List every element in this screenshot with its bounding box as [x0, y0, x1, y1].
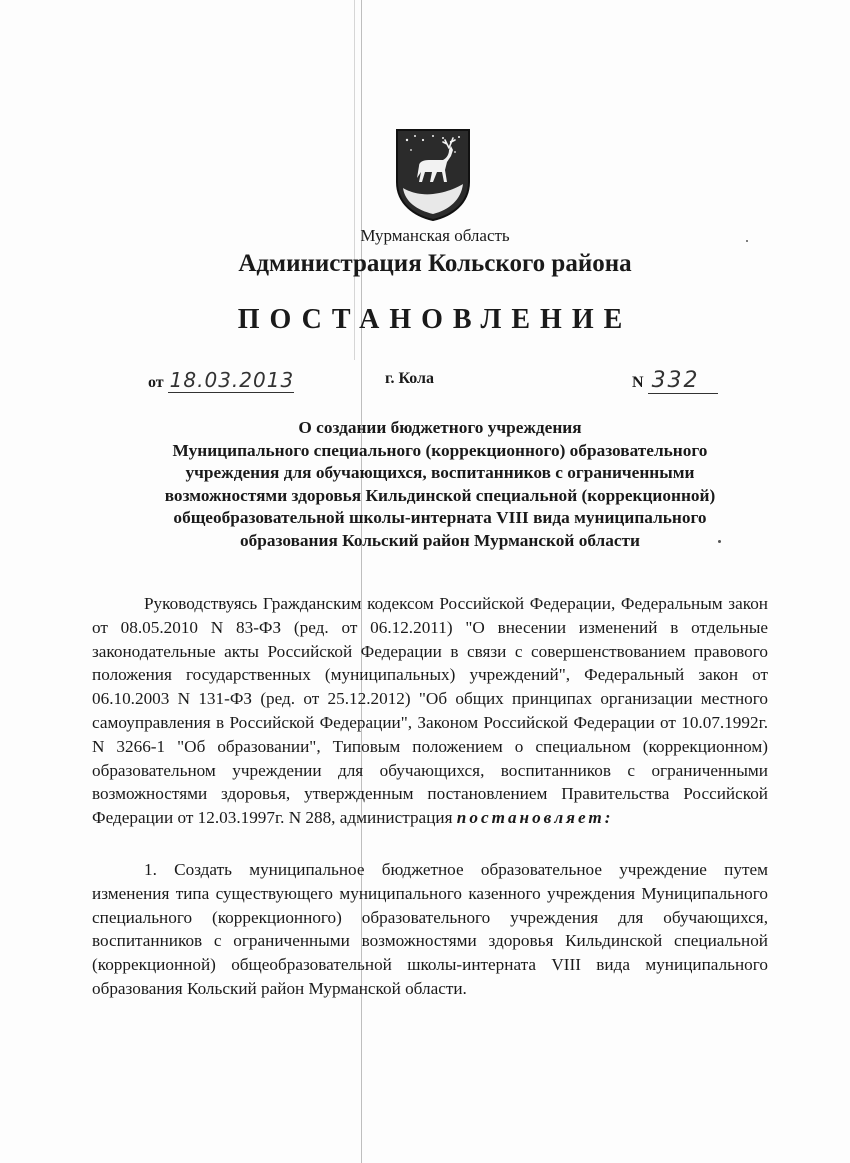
title-line: О создании бюджетного учреждения	[298, 418, 582, 437]
date-block	[148, 368, 294, 393]
title-line: возможностями здоровья Кильдинской специальной (коррекционной)	[164, 485, 716, 505]
preamble-text: Руководствуясь Гражданским кодексом Российской Федерации, Федеральным закон от 08.05.2010 N 83-ФЗ (ред. от 06.12.2011) "О внесении изменений в отдельные законодательные акты Российской Федерации в связи с совершенствованием правового положения государственных (муниципальных) учреждений", Федеральный закон от 06.10.2003 N 131-ФЗ (ред. от 25.12.2012) "Об общих принципах организации местного самоуправления в Российской Федерации", Законом Российской Федерации от 10.07.1992г. N 3266-1 "Об образовании", Типовым положением о специальном (коррекционном) образовательном учреждении для обучающихся, воспитанников с ограниченными возможностями здоровья, утвержденным постановлением Правительства Российской Федерации от 12.03.1997г. N 288, администрация	[92, 594, 768, 828]
administration-name: Администрация Кольского района	[238, 250, 632, 277]
number-label: N	[632, 374, 644, 391]
title-line: Муниципального специального (коррекционного) образовательного	[172, 440, 708, 460]
handwritten-number: 332	[648, 368, 718, 394]
scan-speck	[718, 540, 721, 543]
decree-word: постановляет:	[456, 808, 614, 828]
handwritten-date: 18.03.2013	[169, 368, 295, 392]
title-line: общеобразовательной школы-интерната VIII вида муниципального	[173, 508, 707, 527]
region-name: Мурманская область	[360, 226, 510, 245]
city-label: г. Кола	[385, 370, 435, 387]
preamble-paragraph	[92, 592, 768, 830]
title-line: учреждения для обучающихся, воспитанников с ограниченными	[185, 463, 695, 482]
scan-speck	[746, 240, 748, 242]
title-line: образования Кольский район Мурманской области	[240, 530, 640, 550]
date-label: от	[148, 374, 164, 391]
reindeer-coat-of-arms-icon	[393, 126, 473, 222]
number-block	[632, 368, 718, 394]
document-meta-row	[0, 368, 850, 398]
document-type-heading: ПОСТАНОВЛЕНИЕ	[237, 304, 633, 335]
document-title	[120, 417, 760, 552]
item-1-paragraph: 1. Создать муниципальное бюджетное образовательное учреждение путем изменения типа существующего муниципального казенного учреждения Муниципального специального (коррекционного) образовательного учреждения для обучающихся, воспитанников с ограниченными возможностями здоровья Кильдинской специальной (коррекционной) общеобразовательной школы-интерната VIII вида муниципального образования Кольский район Мурманской области.	[92, 860, 768, 998]
